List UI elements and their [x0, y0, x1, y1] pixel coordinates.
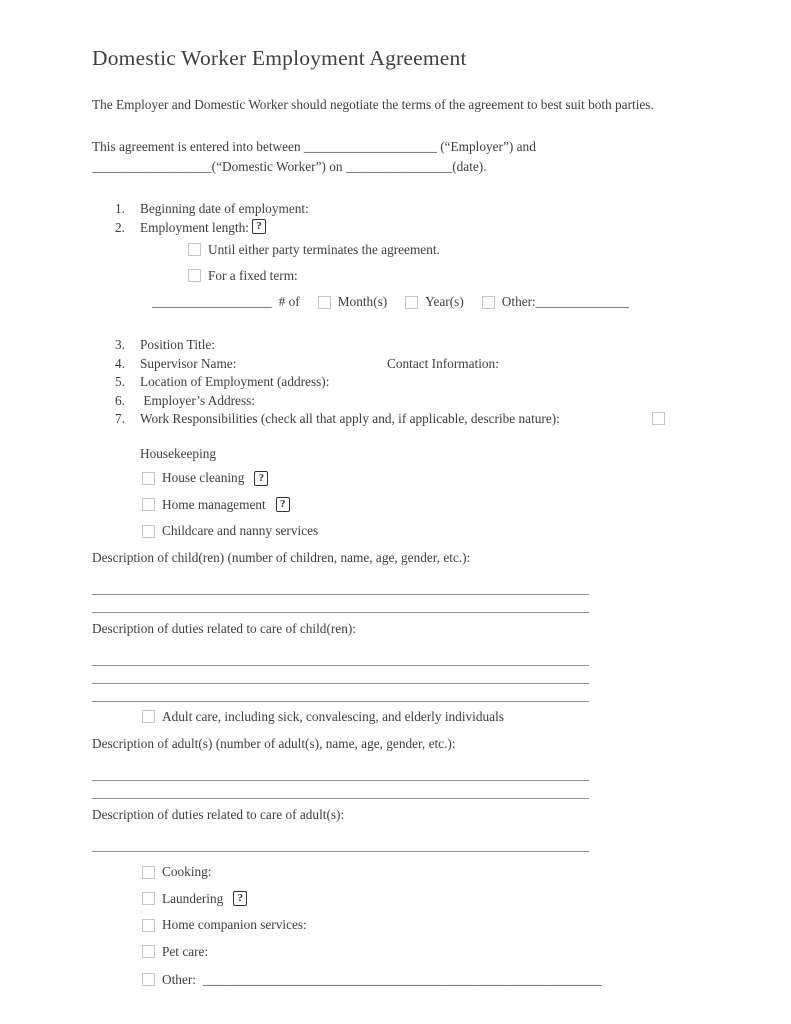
blank-line[interactable]: [92, 648, 589, 666]
option-fixed-term: [188, 267, 756, 284]
agreement-paragraph: [92, 137, 756, 177]
child-duties-label: Description of duties related to care of child(ren):: [92, 621, 356, 636]
option-childcare: [142, 523, 756, 540]
option-label: Laundering: [162, 890, 224, 906]
option-label: Until either party terminates the agreement.: [208, 241, 440, 257]
checkbox-fixed-term[interactable]: [188, 269, 201, 282]
housekeeping-options: [142, 470, 756, 540]
contact-information-label: Contact Information:: [387, 355, 499, 371]
list-item-location: [92, 373, 756, 392]
option-home-companion: [142, 917, 756, 934]
item-label: Supervisor Name:: [140, 355, 237, 371]
number-label: # of: [278, 294, 300, 309]
option-laundering: [142, 890, 756, 907]
checkbox-laundering[interactable]: [142, 892, 155, 905]
option-other-term: [482, 294, 629, 310]
adult-duties-label: Description of duties related to care of adult(s):: [92, 806, 345, 822]
employment-length-options: [92, 241, 756, 284]
checkbox-home-companion[interactable]: [142, 919, 155, 932]
help-icon[interactable]: ?: [254, 471, 268, 486]
item-number: 3.: [115, 337, 125, 352]
item-number: 1.: [115, 201, 125, 216]
item-number: 5.: [115, 374, 125, 389]
option-label: Other:: [162, 971, 196, 987]
option-label: Pet care:: [162, 943, 209, 959]
help-icon[interactable]: ?: [233, 891, 247, 906]
blank-line[interactable]: [92, 577, 589, 595]
item-label: Position Title:: [140, 337, 216, 352]
intro-text: The Employer and Domestic Worker should negotiate the terms of the agreement to best suit both parties.: [92, 97, 654, 112]
checkbox-house-cleaning[interactable]: [142, 472, 155, 485]
checkbox-pet-care[interactable]: [142, 945, 155, 958]
blank-line[interactable]: [92, 763, 589, 781]
housekeeping-heading: Housekeeping: [140, 445, 217, 461]
checkbox-other-service[interactable]: [142, 973, 155, 986]
option-adult-care: [142, 708, 756, 725]
checkbox-years[interactable]: [405, 296, 418, 309]
list-item-employment-length: [92, 219, 756, 238]
option-label: For a fixed term:: [208, 267, 298, 283]
option-other-service: [142, 970, 756, 988]
item-number: 2.: [115, 219, 125, 235]
item-label: Location of Employment (address):: [140, 374, 330, 389]
blank-line[interactable]: [92, 595, 589, 613]
term-number-blank[interactable]: [152, 294, 300, 310]
list-item-work-responsibilities: [92, 410, 756, 429]
checkbox-until-terminated[interactable]: [188, 243, 201, 256]
child-description-label: Description of child(ren) (number of children, name, age, gender, etc.):: [92, 550, 471, 565]
checkbox-work-responsibilities[interactable]: [652, 412, 665, 425]
help-icon[interactable]: ?: [252, 219, 266, 234]
checkbox-childcare[interactable]: [142, 525, 155, 538]
blank-underscores[interactable]: __________________: [152, 294, 272, 309]
services-options: [142, 864, 756, 961]
fixed-term-detail-row: [92, 293, 756, 311]
checkbox-home-management[interactable]: [142, 498, 155, 511]
blank-line[interactable]: [92, 834, 589, 852]
option-label: Home companion services:: [162, 917, 307, 932]
item-label: Work Responsibilities (check all that apply and, if applicable, describe nature):: [140, 411, 560, 426]
checkbox-cooking[interactable]: [142, 866, 155, 879]
agreement-line-2: __________________(“Domestic Worker”) on ________________(date).: [92, 159, 487, 174]
adult-care-option: [142, 708, 756, 725]
option-label: House cleaning: [162, 470, 245, 485]
list-item-employer-address: [92, 392, 756, 411]
blank-line[interactable]: [92, 684, 589, 702]
item-number: 7.: [115, 411, 125, 426]
page-title: Domestic Worker Employment Agreement: [92, 46, 467, 70]
checkbox-months[interactable]: [318, 296, 331, 309]
blank-underscores[interactable]: ____________________________________________________________: [202, 971, 602, 987]
blank-line[interactable]: [92, 666, 589, 684]
option-label: Other:______________: [501, 294, 629, 309]
list-item-position-title: [92, 336, 756, 355]
option-cooking: [142, 864, 756, 881]
option-label: Childcare and nanny services: [162, 523, 319, 538]
item-label: Beginning date of employment:: [140, 201, 309, 216]
option-label: Home management: [162, 496, 266, 512]
option-label: Cooking:: [162, 864, 212, 879]
item-number: 6.: [115, 392, 125, 408]
option-house-cleaning: [142, 470, 756, 487]
adult-description-label: Description of adult(s) (number of adult(s), name, age, gender, etc.):: [92, 735, 456, 751]
option-label: Month(s): [337, 294, 388, 309]
option-until-terminated: [188, 241, 756, 258]
option-months: [318, 294, 388, 310]
option-home-management: [142, 496, 756, 513]
item-number: 4.: [115, 355, 125, 371]
item-label: Employer’s Address:: [140, 392, 255, 408]
option-pet-care: [142, 943, 756, 960]
help-icon[interactable]: ?: [276, 497, 290, 512]
agreement-line-1: This agreement is entered into between ____________________ (“Employer”) and: [92, 139, 536, 154]
list-item-beginning-date: [92, 200, 756, 219]
item-label: Employment length:: [140, 219, 249, 235]
option-years: [405, 294, 464, 310]
option-label: Year(s): [425, 294, 464, 309]
blank-line[interactable]: [92, 781, 589, 799]
list-item-supervisor: [92, 355, 756, 374]
checkbox-other-term[interactable]: [482, 296, 495, 309]
checkbox-adult-care[interactable]: [142, 710, 155, 723]
option-label: Adult care, including sick, convalescing, and elderly individuals: [162, 708, 504, 724]
